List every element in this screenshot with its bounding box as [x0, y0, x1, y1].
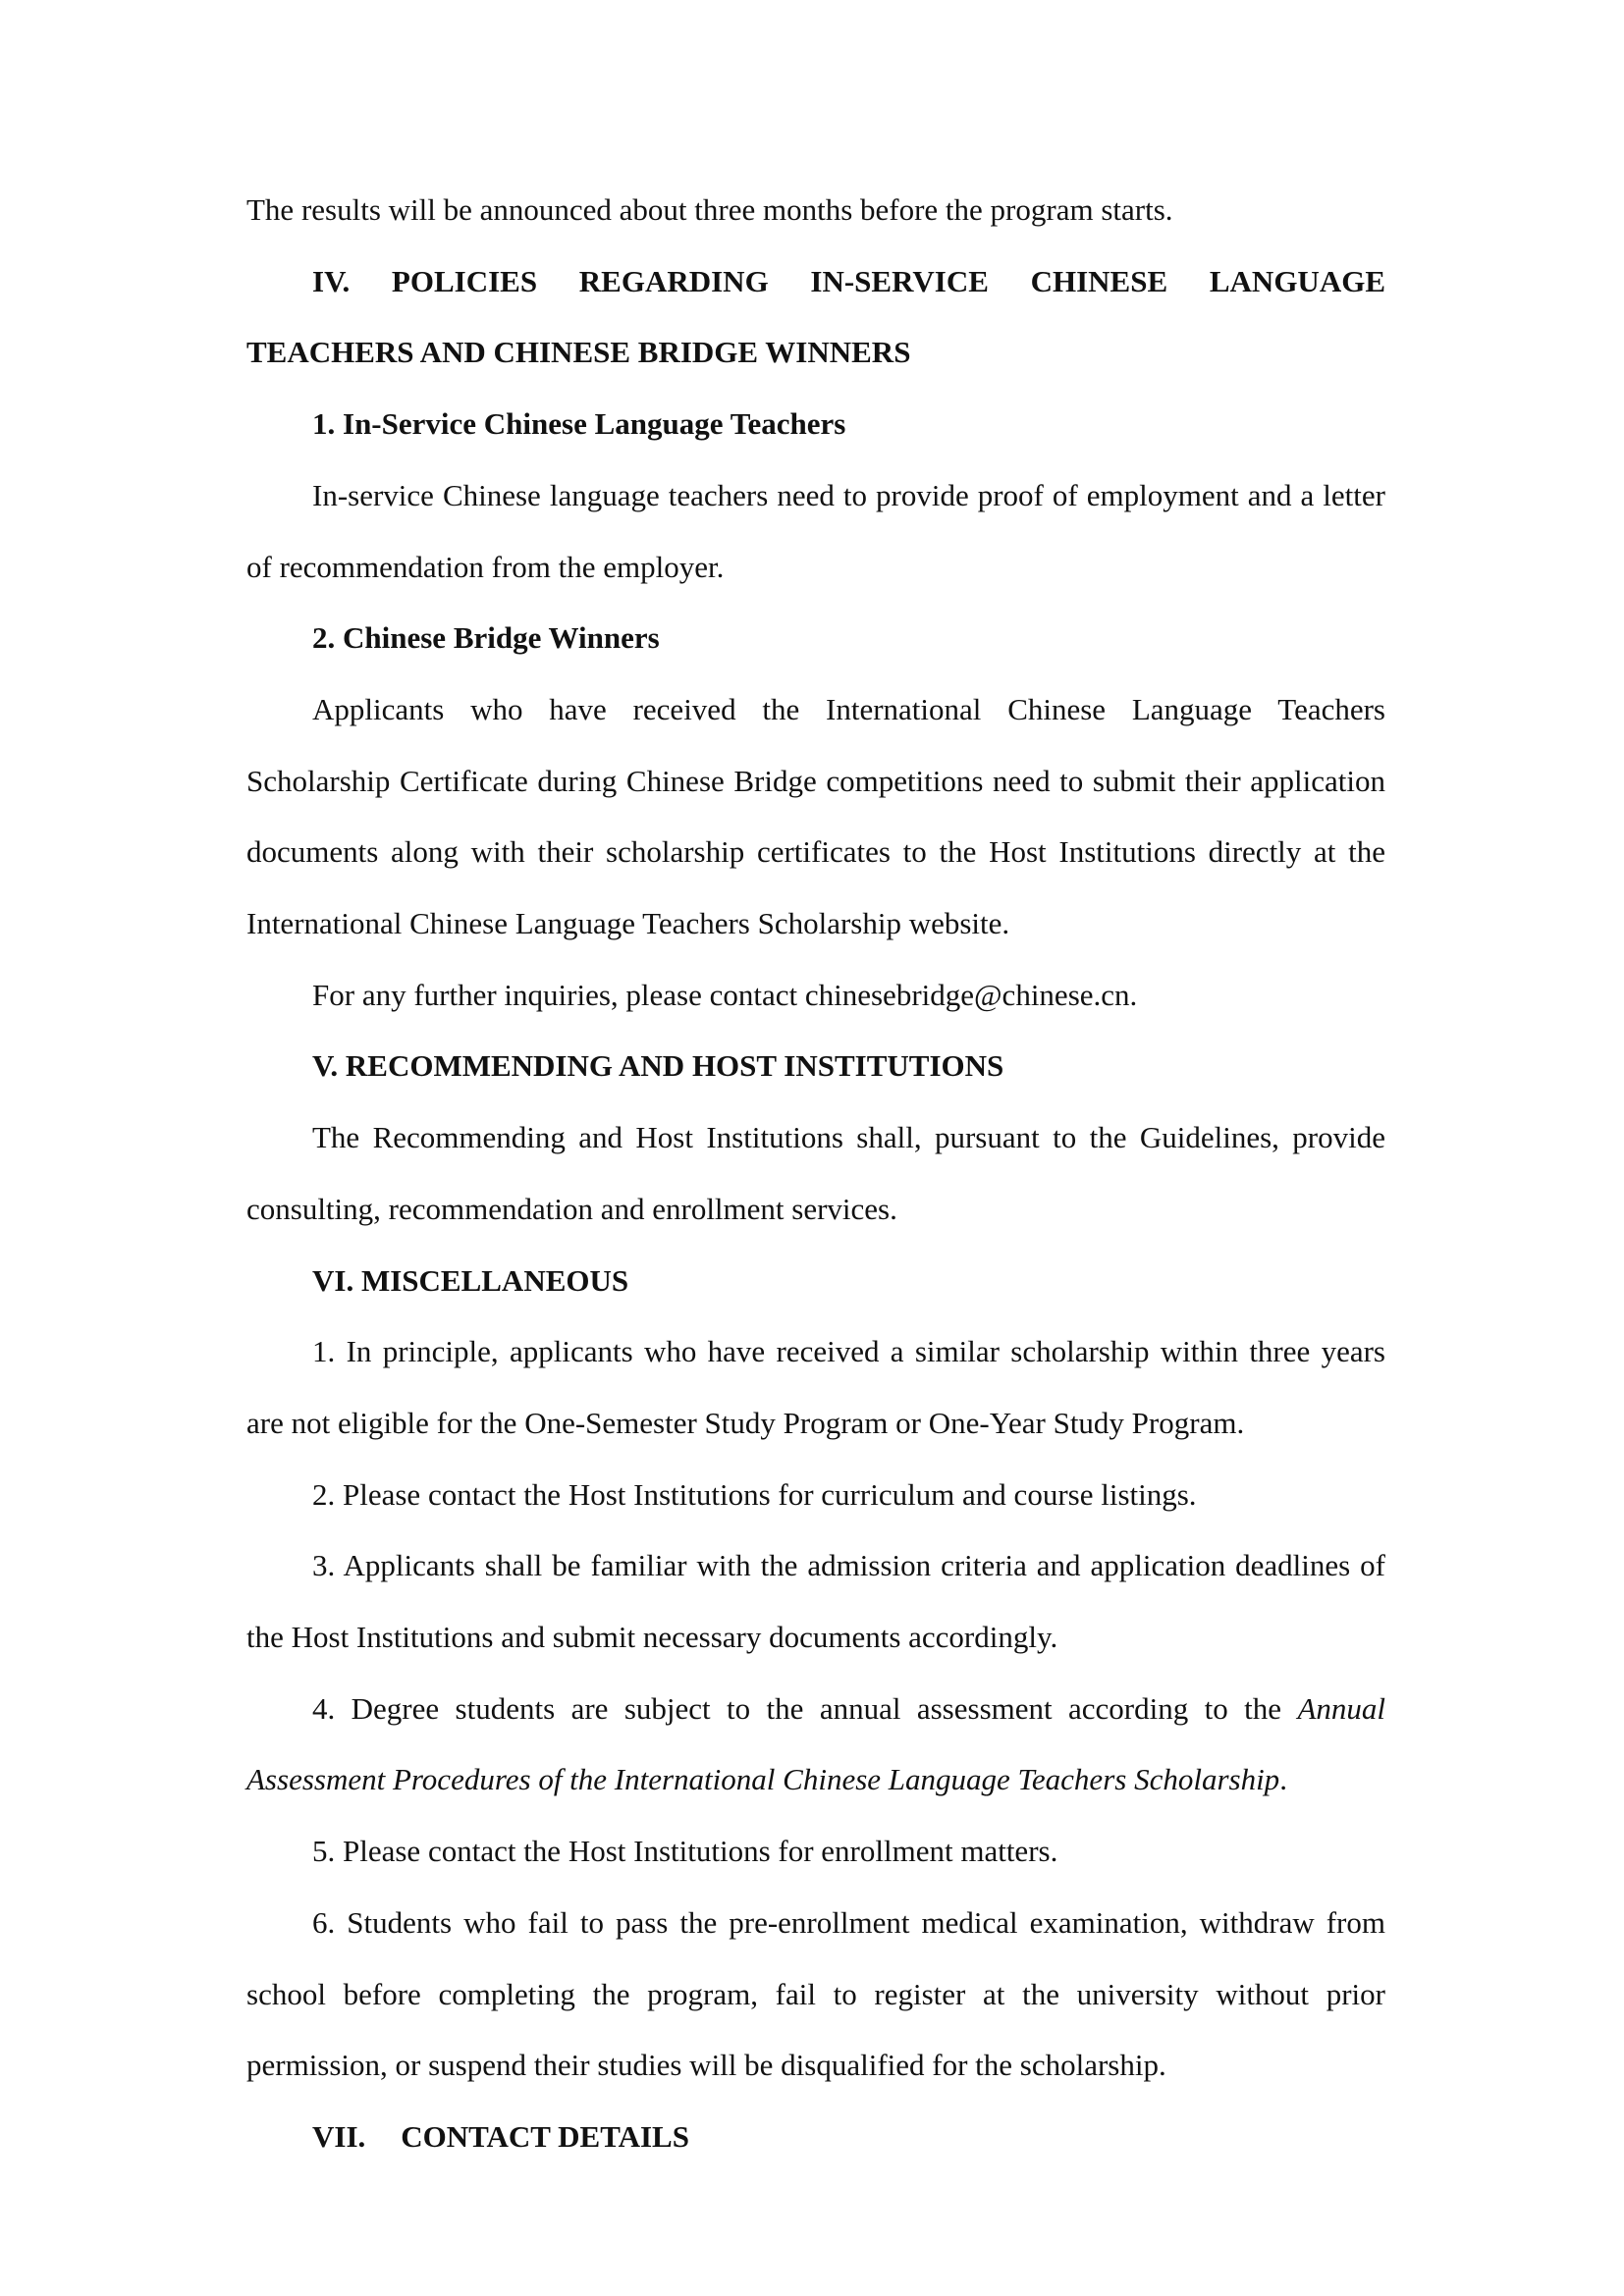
misc-item-4-title: Annual Assessment Procedures of the International Chinese Language Teachers Scholarship: [246, 1690, 1385, 1797]
section-v-heading: V. RECOMMENDING AND HOST INSTITUTIONS: [312, 1048, 1004, 1084]
section-vii-number: VII.: [312, 2118, 366, 2154]
misc-item-4: [246, 1674, 1385, 1816]
inquiry-suffix: .: [1129, 977, 1138, 1012]
intro-paragraph: The results will be announced about three months before the program starts.: [246, 192, 1173, 227]
section-v-text: The Recommending and Host Institutions shall, pursuant to the Guidelines, provide consulting, recommendation and enrollment services.: [246, 1120, 1385, 1226]
misc-item-4-suffix: .: [1279, 1762, 1287, 1797]
section-iv-sub2-text: Applicants who have received the International Chinese Language Teachers Scholarship Certificate during Chinese Bridge competitions need to submit their application documents along with their scholarship certificates to the Host Institutions directly at the International Chinese Language Teachers Scholarship website.: [246, 691, 1385, 941]
inquiry-email-link[interactable]: chinesebridge@chinese.cn: [804, 977, 1130, 1012]
misc-item-1: 1. In principle, applicants who have received a similar scholarship within three years are not eligible for the One-Semester Study Program or One-Year Study Program.: [246, 1334, 1385, 1440]
section-iv-sub1-heading: 1. In-Service Chinese Language Teachers: [312, 406, 846, 442]
section-vii-title: CONTACT DETAILS: [401, 2118, 689, 2154]
section-vi-heading: VI. MISCELLANEOUS: [312, 1262, 629, 1298]
misc-item-6: 6. Students who fail to pass the pre-enrollment medical examination, withdraw from school before completing the program, fail to register at the university without prior permission, or suspend their studies will be disqualified for the scholarship.: [246, 1904, 1385, 2083]
misc-item-3: 3. Applicants shall be familiar with the admission criteria and application deadlines of the Host Institutions and submit necessary documents accordingly.: [246, 1548, 1385, 1655]
section-vii-heading: [246, 2102, 1385, 2173]
inquiry-paragraph: [246, 960, 1385, 1032]
misc-item-5: 5. Please contact the Host Institutions for enrollment matters.: [312, 1834, 1058, 1869]
section-iv-sub1-text: In-service Chinese language teachers need to provide proof of employment and a letter of recommendation from the employer.: [246, 477, 1385, 584]
section-iv-sub2-heading: 2. Chinese Bridge Winners: [312, 620, 660, 656]
misc-item-2: 2. Please contact the Host Institutions for curriculum and course listings.: [312, 1476, 1197, 1512]
inquiry-prefix: For any further inquiries, please contact: [312, 977, 805, 1012]
section-iv-heading: IV. POLICIES REGARDING IN-SERVICE CHINESE LANGUAGE TEACHERS AND CHINESE BRIDGE WINNERS: [246, 263, 1385, 370]
misc-item-4-prefix: 4. Degree students are subject to the annual assessment according to the: [312, 1690, 1298, 1726]
document-page: [246, 175, 1385, 2173]
